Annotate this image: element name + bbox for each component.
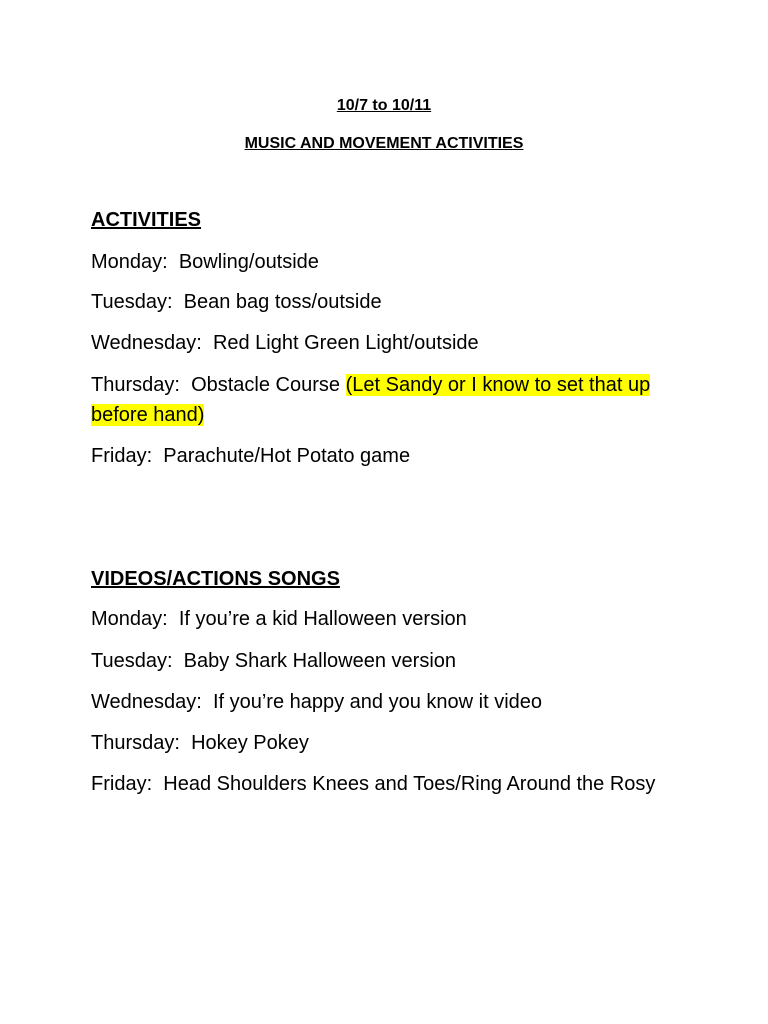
activity-text: Red Light Green Light/outside bbox=[212, 332, 479, 354]
day-label: Wednesday: bbox=[91, 691, 202, 713]
activity-text: Parachute/Hot Potato game bbox=[163, 445, 411, 467]
activity-tuesday bbox=[91, 287, 691, 317]
activity-wednesday bbox=[91, 328, 691, 358]
day-label: Monday: bbox=[91, 251, 168, 273]
day-label: Thursday: bbox=[91, 374, 180, 396]
activity-friday bbox=[91, 441, 691, 471]
activity-text: Bowling/outside bbox=[178, 251, 319, 273]
video-monday bbox=[91, 604, 691, 634]
document-title: MUSIC AND MOVEMENT ACTIVITIES bbox=[244, 135, 524, 152]
day-label: Tuesday: bbox=[91, 291, 173, 313]
video-text: Hokey Pokey bbox=[191, 732, 309, 754]
video-wednesday bbox=[91, 687, 691, 717]
video-thursday bbox=[91, 728, 691, 758]
date-range: 10/7 to 10/11 bbox=[336, 97, 432, 114]
activities-heading: ACTIVITIES bbox=[91, 209, 202, 231]
activity-text: Obstacle Course bbox=[191, 374, 341, 396]
video-text: If you’re a kid Halloween version bbox=[178, 608, 467, 630]
day-label: Tuesday: bbox=[91, 650, 173, 672]
video-friday bbox=[91, 769, 691, 799]
video-text: Baby Shark Halloween version bbox=[183, 650, 457, 672]
activity-monday bbox=[91, 247, 691, 277]
day-label: Friday: bbox=[91, 773, 153, 795]
day-label: Wednesday: bbox=[91, 332, 202, 354]
activity-text: Bean bag toss/outside bbox=[183, 291, 382, 313]
videos-heading: VIDEOS/ACTIONS SONGS bbox=[91, 568, 340, 590]
day-label: Monday: bbox=[91, 608, 168, 630]
day-label: Thursday: bbox=[91, 732, 180, 754]
video-text: If you’re happy and you know it video bbox=[212, 691, 543, 713]
video-text: Head Shoulders Knees and Toes/Ring Around the Rosy bbox=[163, 773, 656, 795]
highlighted-note: (Let Sandy or I know to set that up before hand) bbox=[91, 374, 651, 426]
day-label: Friday: bbox=[91, 445, 153, 467]
activity-thursday bbox=[91, 370, 671, 430]
video-tuesday bbox=[91, 646, 691, 676]
